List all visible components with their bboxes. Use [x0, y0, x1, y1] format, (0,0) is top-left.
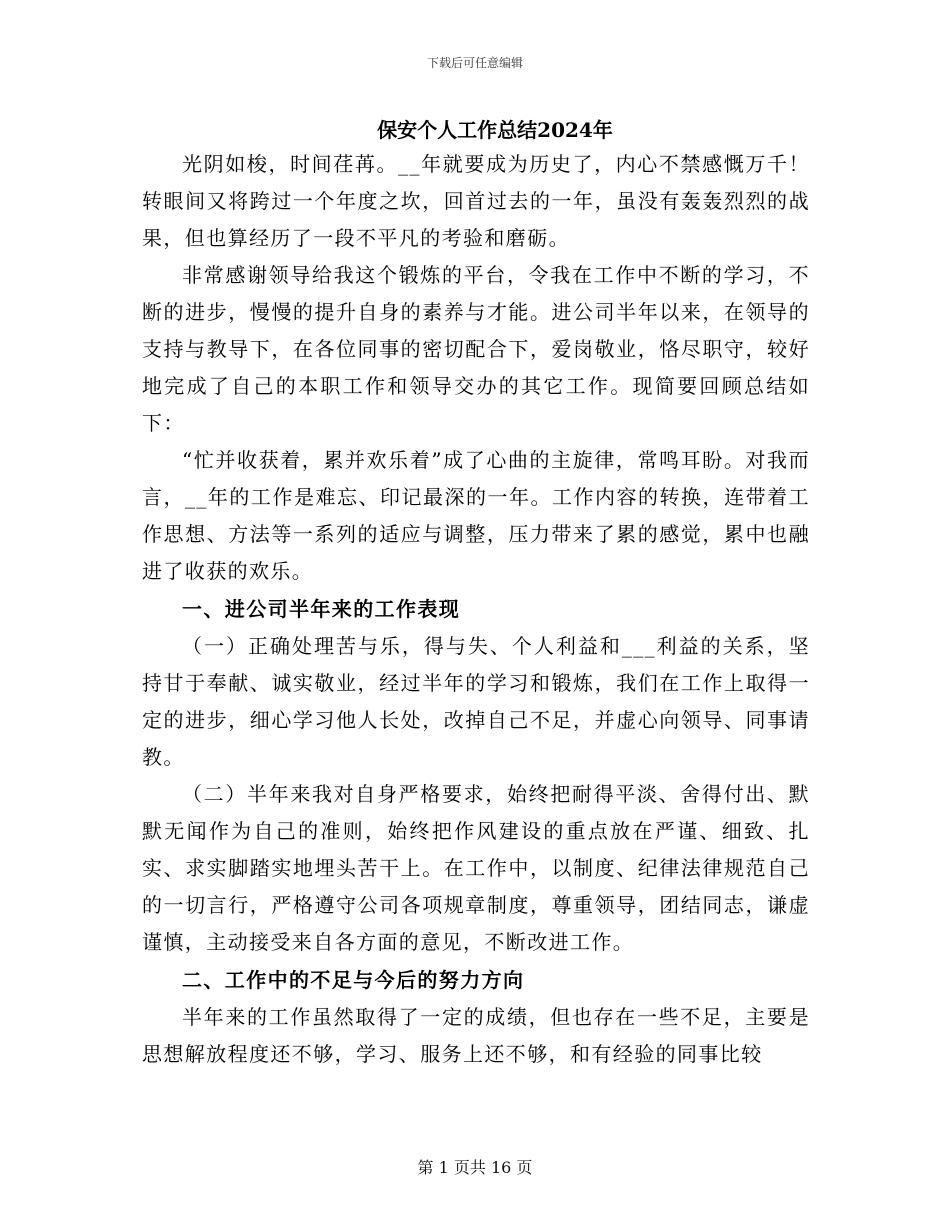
section-heading: 二、工作中的不足与今后的努力方向: [182, 968, 525, 992]
paragraph: 半年来的工作虽然取得了一定的成绩，但也存在一些不足，主要是思想解放程度还不够，学习、服务上还不够，和有经验的同事比较: [142, 1005, 810, 1066]
section-heading: 一、进公司半年来的工作表现: [182, 597, 461, 621]
paragraph: （一）正确处理苦与乐，得与失、个人利益和___利益的关系，坚持甘于奉献、诚实敬业，经过半年的学习和锻炼，我们在工作上取得一定的进步，细心学习他人长处，改掉自己不足，并虚心向领导、同事请教。: [142, 634, 810, 769]
paragraph: 非常感谢领导给我这个锻炼的平台，令我在工作中不断的学习，不断的进步，慢慢的提升自身的素养与才能。进公司半年以来，在领导的支持与教导下，在各位同事的密切配合下，爱岗敬业，恪尽职守，较好地完成了自己的本职工作和领导交办的其它工作。现简要回顾总结如下：: [142, 263, 810, 435]
page-number: 第 1 页共 16 页: [417, 1158, 533, 1177]
header-note: 下载后可任意编辑: [426, 56, 523, 70]
paragraph: （二）半年来我对自身严格要求，始终把耐得平淡、舍得付出、默默无闻作为自己的准则，始终把作风建设的重点放在严谨、细致、扎实、求实脚踏实地埋头苦干上。在工作中，以制度、纪律法律规范自己的一切言行，严格遵守公司各项规章制度，尊重领导，团结同志，谦虚谨慎，主动接受来自各方面的意见，不断改进工作。: [142, 782, 810, 954]
document-body: [142, 146, 810, 1073]
document-title: 保安个人工作总结2024年: [377, 118, 613, 142]
paragraph: “忙并收获着，累并欢乐着”成了心曲的主旋律，常鸣耳盼。对我而言，__年的工作是难忘、印记最深的一年。工作内容的转换，连带着工作思想、方法等一系列的适应与调整，压力带来了累的感觉，累中也融进了收获的欢乐。: [142, 448, 810, 583]
paragraph: 光阴如梭，时间荏苒。__年就要成为历史了，内心不禁感慨万千！转眼间又将跨过一个年度之坎，回首过去的一年，虽没有轰轰烈烈的战果，但也算经历了一段不平凡的考验和磨砺。: [142, 152, 810, 250]
